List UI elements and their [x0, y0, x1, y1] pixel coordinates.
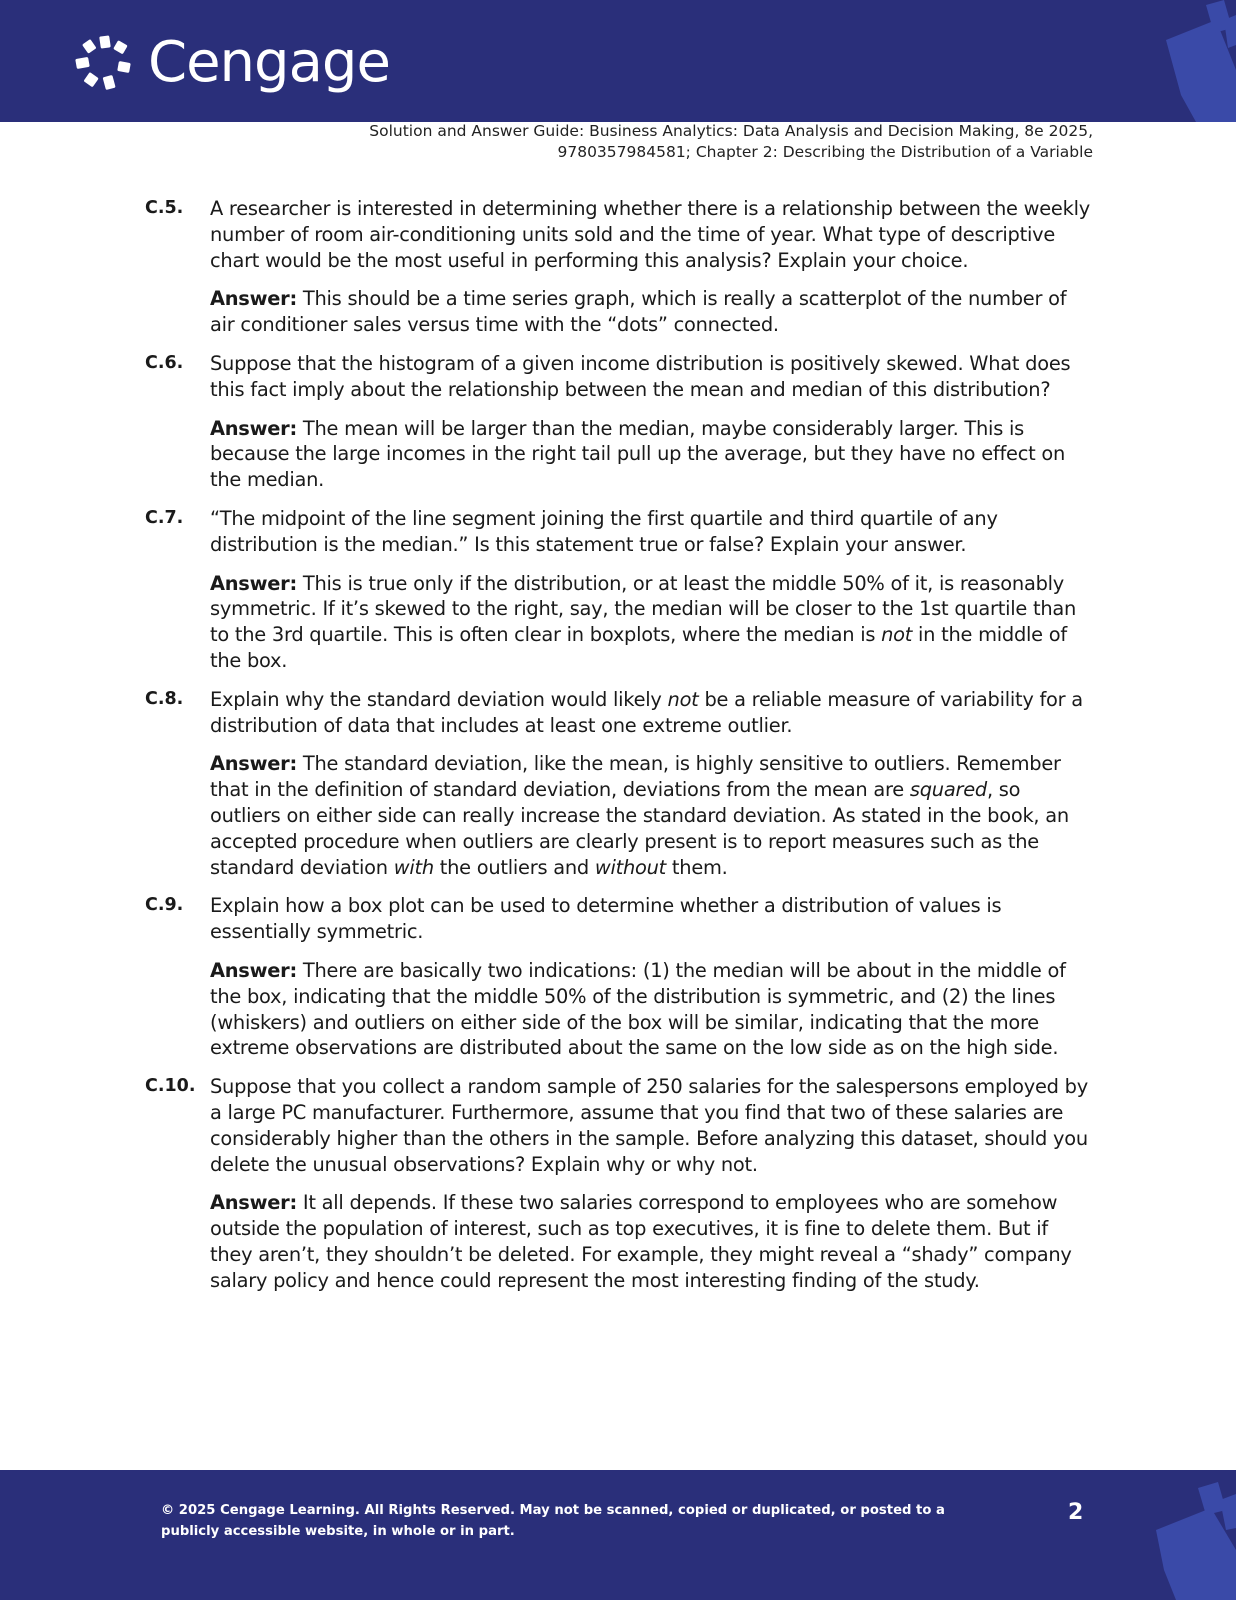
question-c10: [145, 1074, 1095, 1293]
answer-text: Answer: It all depends. If these two salaries correspond to employees who are somehow outside the population of interest, such as top executives, it is fine to delete them. But if they aren’t, they shouldn’t be deleted. For example, they might reveal a “shady” company salary policy and hence could represent the most interesting finding of the study.: [210, 1191, 1072, 1292]
question-number: C.8.: [145, 688, 184, 709]
document-header: [193, 121, 1093, 163]
question-c7: [145, 506, 1095, 674]
question-c5: [145, 196, 1095, 338]
question-text: Suppose that the histogram of a given income distribution is positively skewed. What does this fact imply about the relationship between the mean and median of this distribution?: [210, 351, 1071, 401]
question-number: C.7.: [145, 507, 184, 528]
header-line-2: 9780357984581; Chapter 2: Describing the Distribution of a Variable: [557, 143, 1093, 161]
answer-label: Answer:: [210, 752, 297, 776]
answer-label: Answer:: [210, 416, 297, 440]
page-number: 2: [1068, 1500, 1084, 1525]
question-number: C.9.: [145, 895, 184, 916]
copyright-notice: © 2025 Cengage Learning. All Rights Reserved. May not be scanned, copied or duplicated, or posted to a publicly accessible website, in whole or in part.: [161, 1503, 945, 1539]
question-c6: [145, 351, 1095, 493]
question-text: Explain how a box plot can be used to determine whether a distribution of values is essentially symmetric.: [210, 894, 1002, 944]
answer-text: Answer: There are basically two indications: (1) the median will be about in the middle of the box, indicating that the middle 50% of the distribution is symmetric, and (2) the lines (whiskers) and outliers on either side of the box will be similar, indicating that the more extreme observations are distributed about the same on the low side as on the high side.: [210, 958, 1066, 1060]
footer-banner: [0, 1470, 1236, 1600]
question-c8: [145, 687, 1095, 881]
question-text: Explain why the standard deviation would likely not be a reliable measure of variability for a distribution of data that includes at least one extreme outlier.: [210, 687, 1083, 737]
answer-label: Answer:: [210, 958, 297, 982]
answer-label: Answer:: [210, 1191, 297, 1215]
answer-text: Answer: This is true only if the distribution, or at least the middle 50% of it, is reasonably symmetric. If it’s skewed to the right, say, the median will be closer to the 1st quartile than to the 3rd quartile. This is often clear in boxplots, where the median is not in the middle of the box.: [210, 571, 1077, 672]
questions-list: [145, 196, 1095, 1306]
question-number: C.6.: [145, 352, 184, 373]
question-number: C.5.: [145, 198, 184, 218]
question-c9: [145, 893, 1095, 1061]
question-text: “The midpoint of the line segment joining the first quartile and third quartile of any distribution is the median.” Is this statement true or false? Explain your answer.: [210, 506, 998, 556]
footer-decoration-icon: [1136, 1470, 1236, 1600]
answer-label: Answer:: [210, 287, 297, 311]
cengage-logo-mark-icon: [74, 34, 136, 92]
answer-text: Answer: The mean will be larger than the median, maybe considerably larger. This is because the large incomes in the right tail pull up the average, but they have no effect on the median.: [210, 416, 1066, 492]
header-line-1: Solution and Answer Guide: Business Analytics: Data Analysis and Decision Making, 8e 2025,: [369, 122, 1093, 140]
cengage-logo: [74, 30, 390, 95]
question-text: A researcher is interested in determining whether there is a relationship between the weekly number of room air-conditioning units sold and the time of year. What type of descriptive chart would be the most useful in performing this analysis? Explain your choice.: [210, 197, 1090, 272]
question-number: C.10.: [145, 1076, 196, 1097]
top-banner: [0, 0, 1236, 122]
answer-label: Answer:: [210, 571, 297, 595]
corner-decoration-icon: [1136, 0, 1236, 122]
question-text: Suppose that you collect a random sample of 250 salaries for the salespersons employed by a large PC manufacturer. Furthermore, assume that you find that two of these salaries are considerably higher than the others in the sample. Before analyzing this dataset, should you delete the unusual observations? Explain why or why not.: [210, 1075, 1088, 1176]
brand-name: Cengage: [148, 30, 390, 95]
answer-text: Answer: The standard deviation, like the mean, is highly sensitive to outliers. Remember that in the definition of standard deviation, deviations from the mean are squared, so outliers on either side can really increase the standard deviation. As stated in the book, an accepted procedure when outliers are clearly present is to report measures such as the standard deviation with the outliers and without them.: [210, 752, 1069, 879]
answer-text: Answer: This should be a time series graph, which is really a scatterplot of the number of air conditioner sales versus time with the “dots” connected.: [210, 287, 1067, 337]
